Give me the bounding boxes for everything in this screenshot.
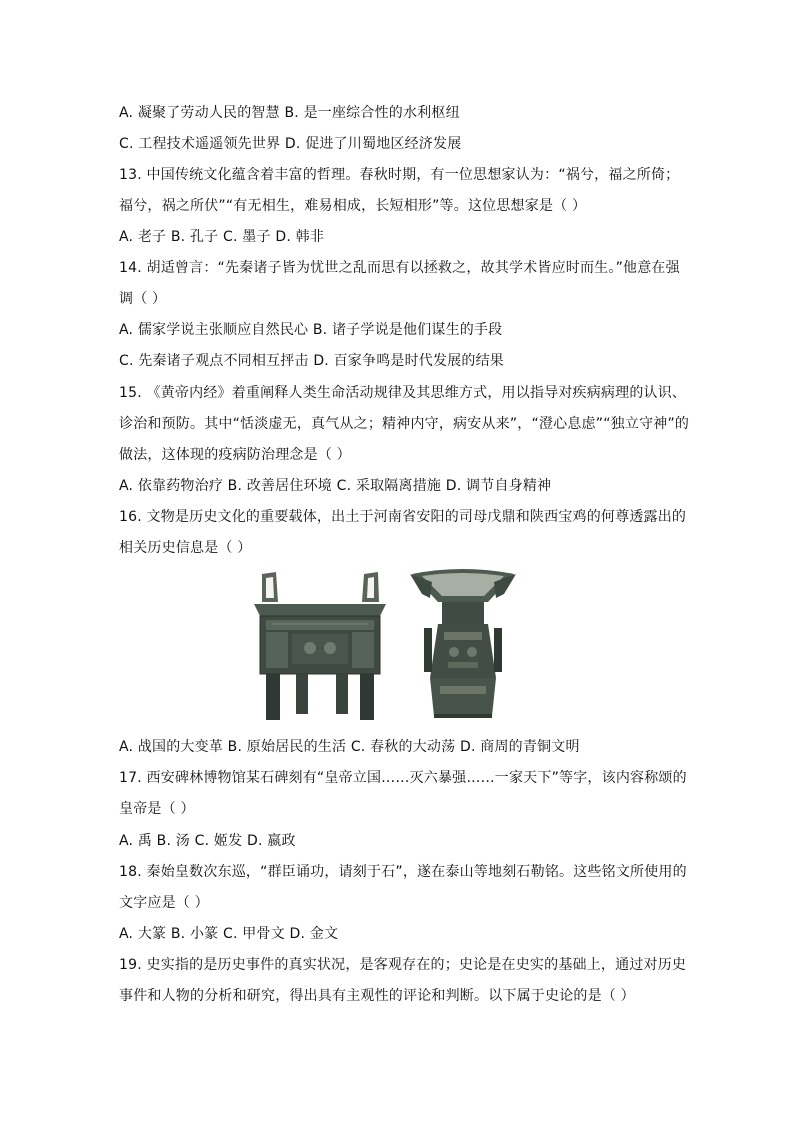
q17-stem-line2: 皇帝是（ ） [119,801,195,817]
q15-stem-line3: 做法，这体现的疫病防治理念是（ ） [119,447,351,463]
q14-options-cd: C. 先秦诸子观点不同相互抨击 D. 百家争鸣是时代发展的结果 [119,353,505,369]
q13-stem-line1: 13. 中国传统文化蕴含着丰富的哲理。春秋时期，有一位思想家认为：“祸兮，福之所倚； [119,167,680,183]
q14-stem-line2: 调（ ） [119,291,167,307]
q14-options-ab: A. 儒家学说主张顺应自然民心 B. 诸子学说是他们谋生的手段 [119,322,503,338]
q15-stem-line1: 15. 《黄帝内经》着重阐释人类生命活动规律及其思维方式，用以指导对疾病病理的认识、 [119,385,687,401]
q16-stem-line1: 16. 文物是历史文化的重要载体，出土于河南省安阳的司母戊鼎和陕西宝鸡的何尊透露出的 [119,509,687,525]
q19-stem-line1: 19. 史实指的是历史事件的真实状况，是客观存在的；史论是在史实的基础上，通过对历史 [119,957,687,973]
q16-options: A. 战国的大变革 B. 原始居民的生活 C. 春秋的大动荡 D. 商周的青铜文明 [119,739,580,755]
q12-options-cd: C. 工程技术遥遥领先世界 D. 促进了川蜀地区经济发展 [119,136,462,152]
q12-options-ab: A. 凝聚了劳动人民的智慧 B. 是一座综合性的水利枢纽 [119,105,460,121]
q18-options: A. 大篆 B. 小篆 C. 甲骨文 D. 金文 [119,926,339,942]
q17-options: A. 禹 B. 汤 C. 姬发 D. 嬴政 [119,833,296,849]
bronze-vessels-illustration [252,568,552,730]
q18-stem-line2: 文字应是（ ） [119,895,209,911]
q17-stem-line1: 17. 西安碑林博物馆某石碑刻有“皇帝立国……灭六暴强……一家天下”等字，该内容称颂的 [119,770,687,786]
q18-stem-line1: 18. 秦始皇数次东巡，“群臣诵功，请刻于石”，遂在泰山等地刻石勒铭。这些铭文所使用的 [119,864,687,880]
q16-stem-line2: 相关历史信息是（ ） [119,540,252,556]
q15-stem-line2: 诊治和预防。其中“恬淡虚无，真气从之；精神内守，病安从来”，“澄心息虑”“独立守神”的 [119,416,690,432]
bronze-ding-image [254,572,386,720]
bronze-zun-image [410,569,516,718]
bronze-vessels-figure [252,568,552,730]
q15-options: A. 依靠药物治疗 B. 改善居住环境 C. 采取隔离措施 D. 调节自身精神 [119,478,552,494]
q13-stem-line2: 福兮，祸之所伏”“有无相生，难易相成，长短相形”等。这位思想家是（ ） [119,198,587,214]
q13-options: A. 老子 B. 孔子 C. 墨子 D. 韩非 [119,229,325,245]
q19-stem-line2: 事件和人物的分析和研究，得出具有主观性的评论和判断。以下属于史论的是（ ） [119,988,635,1004]
q14-stem-line1: 14. 胡适曾言：“先秦诸子皆为忧世之乱而思有以拯救之，故其学术皆应时而生。”他意在强 [119,260,680,276]
